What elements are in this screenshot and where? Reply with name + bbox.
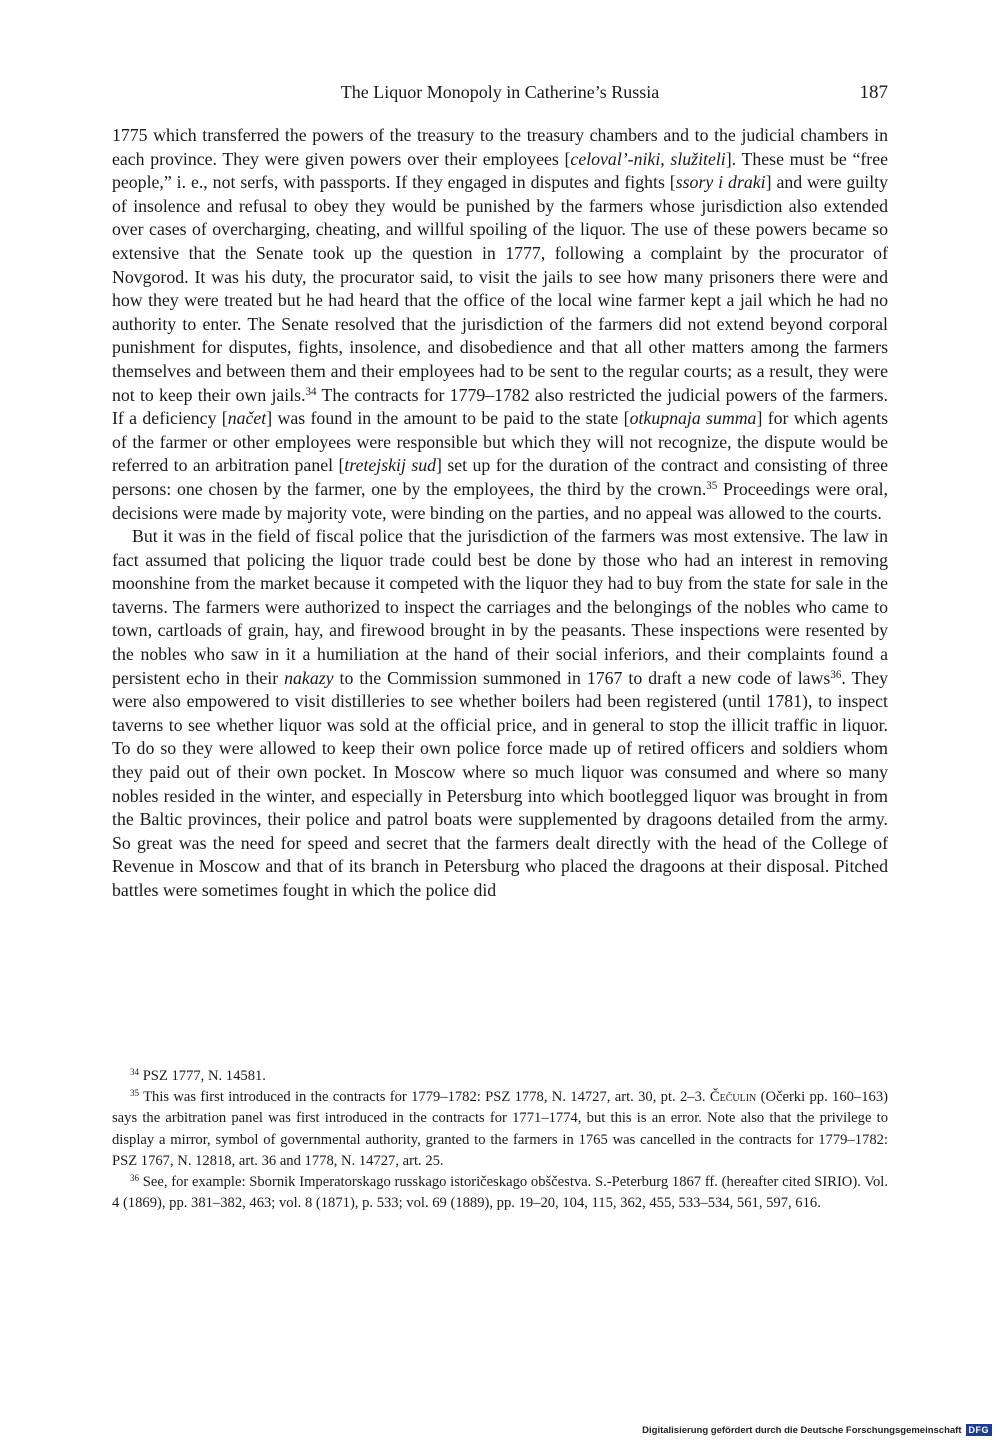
page-number: 187	[859, 82, 888, 103]
footnote-34: $^{34}$ PSZ 1777, N. 14581.	[130, 1067, 266, 1084]
digitization-credit	[642, 1424, 992, 1436]
body-text	[112, 124, 888, 903]
running-header	[112, 82, 888, 110]
author-name: Čečulin	[709, 1089, 757, 1106]
paragraph-2: But it was in the field of fiscal police that the jurisdiction of the farmers was most extensive. The law in fact assumed that policing the liquor trade could best be done by those who had an interest in removing moonshine from the market because it competed with the liquor they had to buy from the state for sale in the taverns. The farmers were authorized to inspect the carriages and the belongings of the nobles who came to town, cartloads of grain, hay, and firewood brought in by the peasants. These inspections were resented by the nobles who saw in it a humiliation at the hand of their social inferiors, and their complaints found a persistent echo in their nakazy to the Commission summoned in 1767 to draft a new code of laws$^{36}$. They were also empowered to visit distilleries to see whether boilers had been registered (until 1781), to inspect taverns to see whether liquor was sold at the official price, and in general to stop the illicit traffic in liquor. To do so they were allowed to keep their own police force made up of retired officers and soldiers whom they paid out of their own pocket. In Moscow where so much liquor was consumed and where so many nobles resided in the winter, and especially in Petersburg into which bootlegged liquor was brought in from the Baltic provinces, their police and patrol boats were supplemented by dragoons detailed from the army. So great was the need for speed and secret that the farmers dealt directly with the head of the College of Revenue in Moscow and that of its branch in Petersburg who placed the dragoons at their disposal. Pitched battles were sometimes fought in which the police did	[112, 526, 888, 900]
paragraph-1: 1775 which transferred the powers of the treasury to the treasury chambers and to the judicial chambers in each province. They were given powers over their employees [celoval’-niki, služiteli]. These must be “free people,” i. e., not serfs, with passports. If they engaged in disputes and fights [ssory i draki] and were guilty of insolence and refusal to obey they would be punished by the farmers whose jurisdiction also extended over cases of overcharging, cheating, and willful spoiling of the liquor. The use of these powers became so extensive that the Senate took up the question in 1777, following a complaint by the procurator of Novgorod. It was his duty, the procurator said, to visit the jails to see how many prisoners there were and how they were treated but he had heard that the office of the local wine farmer kept a jail which he had no authority to enter. The Senate resolved that the jurisdiction of the farmers did not extend beyond corporal punishment for disputes, fights, insolence, and disobedience and that all other matters among the farmers themselves and between them and their employees had to be sent to the regular courts; as a result, they were not to keep their own jails.$^{34}$ The contracts for 1779–1782 also restricted the judicial powers of the farmers. If a deficiency [načet] was found in the amount to be paid to the state [otkupnaja summa] for which agents of the farmer or other employees were responsible but which they will not recognize, the dispute would be referred to an arbitration panel [tretejskij sud] set up for the duration of the contract and consisting of three persons: one chosen by the farmer, one by the employees, the third by the crown.$^{35}$ Proceedings were oral, decisions were made by majority vote, were binding on the parties, and no appeal was allowed to the courts.	[112, 125, 888, 523]
footnote-ref-34: 34	[305, 385, 317, 398]
footnote-ref-35: 35	[706, 479, 718, 492]
footnote-35: $^{35}$ This was first introduced in the contracts for 1779–1782: PSZ 1778, N. 14727, art. 30, pt. 2–3. Čečulin (Očerki pp. 160–163) says the arbitration panel was first introduced in the contracts for 1771–1774, but this is an error. Note also that the privilege to display a mirror, symbol of governmental authority, granted to the farmers in 1765 was cancelled in the contracts for 1779–1782: PSZ 1767, N. 12818, art. 36 and 1778, N. 14727, art. 25.	[112, 1088, 888, 1169]
footnotes	[112, 1066, 888, 1214]
footnote-36: $^{36}$ See, for example: Sbornik Imperatorskago russkago istoričeskago obščestva. S.-Peterburg 1867 ff. (hereafter cited SIRIO). Vol. 4 (1869), pp. 381–382, 463; vol. 8 (1871), p. 533; vol. 69 (1889), pp. 19–20, 104, 115, 362, 455, 533–534, 561, 597, 616.	[112, 1173, 888, 1212]
credit-text: Digitalisierung gefördert durch die Deutsche Forschungsgemeinschaft	[642, 1424, 962, 1436]
dfg-logo: DFG	[966, 1424, 993, 1436]
footnote-ref-36: 36	[830, 668, 842, 681]
running-title: The Liquor Monopoly in Catherine’s Russia	[340, 82, 660, 102]
